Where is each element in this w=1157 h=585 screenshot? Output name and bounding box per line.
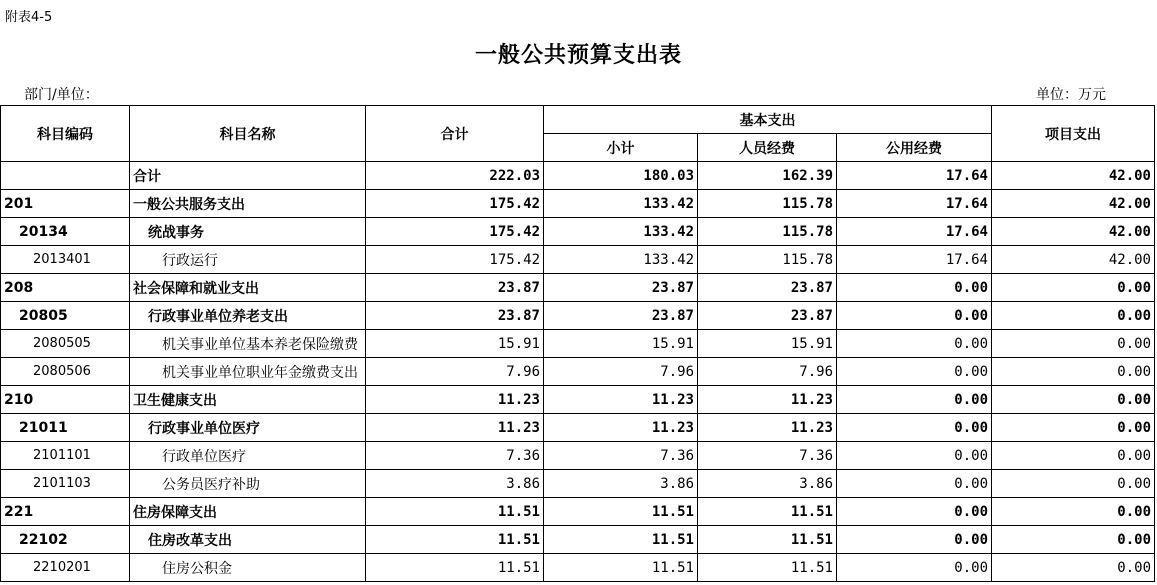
cell-name: 机关事业单位基本养老保险缴费 — [130, 330, 366, 358]
table-row — [1, 330, 1155, 358]
cell-name: 住房保障支出 — [130, 498, 366, 526]
cell-public: 0.00 — [837, 386, 992, 414]
cell-code: 210 — [1, 386, 130, 414]
cell-code: 2101101 — [1, 442, 130, 470]
cell-personnel: 23.87 — [698, 302, 837, 330]
header-code: 科目编码 — [1, 106, 130, 162]
cell-total: 11.51 — [366, 554, 544, 582]
cell-project: 0.00 — [992, 302, 1155, 330]
header-name: 科目名称 — [130, 106, 366, 162]
cell-name: 机关事业单位职业年金缴费支出 — [130, 358, 366, 386]
cell-code: 2210201 — [1, 554, 130, 582]
cell-personnel: 7.36 — [698, 442, 837, 470]
cell-total: 23.87 — [366, 302, 544, 330]
cell-subtotal: 11.51 — [544, 498, 698, 526]
cell-personnel: 115.78 — [698, 218, 837, 246]
table-row — [1, 358, 1155, 386]
cell-project: 0.00 — [992, 386, 1155, 414]
page-title: 一般公共预算支出表 — [474, 43, 682, 68]
appendix-label: 附表4-5 — [5, 10, 53, 25]
cell-subtotal: 7.96 — [544, 358, 698, 386]
cell-code: 20134 — [1, 218, 130, 246]
cell-subtotal: 11.23 — [544, 386, 698, 414]
cell-total: 11.51 — [366, 498, 544, 526]
cell-total: 15.91 — [366, 330, 544, 358]
cell-public: 0.00 — [837, 414, 992, 442]
cell-project: 0.00 — [992, 470, 1155, 498]
cell-total: 11.23 — [366, 414, 544, 442]
cell-subtotal: 180.03 — [544, 162, 698, 190]
cell-total: 175.42 — [366, 218, 544, 246]
cell-project: 42.00 — [992, 246, 1155, 274]
cell-project: 42.00 — [992, 162, 1155, 190]
cell-project: 42.00 — [992, 218, 1155, 246]
cell-subtotal: 11.51 — [544, 526, 698, 554]
table-row — [1, 246, 1155, 274]
cell-public: 17.64 — [837, 218, 992, 246]
table-row — [1, 274, 1155, 302]
cell-public: 0.00 — [837, 498, 992, 526]
table-row — [1, 218, 1155, 246]
cell-subtotal: 133.42 — [544, 218, 698, 246]
cell-code: 221 — [1, 498, 130, 526]
header-project-expenditure: 项目支出 — [992, 106, 1155, 162]
cell-personnel: 115.78 — [698, 190, 837, 218]
cell-public: 17.64 — [837, 162, 992, 190]
cell-project: 0.00 — [992, 330, 1155, 358]
cell-project: 0.00 — [992, 498, 1155, 526]
table-row — [1, 554, 1155, 582]
cell-personnel: 162.39 — [698, 162, 837, 190]
cell-name: 行政运行 — [130, 246, 366, 274]
cell-total: 3.86 — [366, 470, 544, 498]
cell-code: 2080505 — [1, 330, 130, 358]
cell-public: 0.00 — [837, 274, 992, 302]
cell-personnel: 23.87 — [698, 274, 837, 302]
cell-public: 0.00 — [837, 554, 992, 582]
cell-personnel: 7.96 — [698, 358, 837, 386]
unit-label: 单位：万元 — [1036, 87, 1106, 103]
header-total: 合计 — [366, 106, 544, 162]
cell-public: 17.64 — [837, 246, 992, 274]
cell-subtotal: 23.87 — [544, 302, 698, 330]
cell-subtotal: 133.42 — [544, 190, 698, 218]
cell-name: 统战事务 — [130, 218, 366, 246]
cell-total: 222.03 — [366, 162, 544, 190]
cell-project: 0.00 — [992, 274, 1155, 302]
cell-total: 7.36 — [366, 442, 544, 470]
cell-personnel: 11.23 — [698, 414, 837, 442]
cell-code: 21011 — [1, 414, 130, 442]
cell-code: 22102 — [1, 526, 130, 554]
header-basic-expenditure: 基本支出 — [544, 106, 992, 134]
table-row — [1, 498, 1155, 526]
cell-project: 0.00 — [992, 554, 1155, 582]
table-row — [1, 386, 1155, 414]
cell-personnel: 15.91 — [698, 330, 837, 358]
cell-project: 0.00 — [992, 414, 1155, 442]
cell-name: 社会保障和就业支出 — [130, 274, 366, 302]
cell-total: 11.23 — [366, 386, 544, 414]
header-subtotal: 小计 — [544, 134, 698, 162]
cell-subtotal: 23.87 — [544, 274, 698, 302]
cell-name: 住房改革支出 — [130, 526, 366, 554]
cell-code: 2013401 — [1, 246, 130, 274]
cell-project: 0.00 — [992, 526, 1155, 554]
cell-code: 2101103 — [1, 470, 130, 498]
cell-name: 住房公积金 — [130, 554, 366, 582]
cell-public: 0.00 — [837, 302, 992, 330]
cell-public: 0.00 — [837, 470, 992, 498]
table-row — [1, 526, 1155, 554]
cell-public: 17.64 — [837, 190, 992, 218]
cell-personnel: 11.51 — [698, 526, 837, 554]
cell-total: 23.87 — [366, 274, 544, 302]
cell-total: 175.42 — [366, 190, 544, 218]
cell-subtotal: 11.51 — [544, 554, 698, 582]
cell-name: 行政单位医疗 — [130, 442, 366, 470]
cell-public: 0.00 — [837, 442, 992, 470]
table-row — [1, 162, 1155, 190]
cell-personnel: 11.51 — [698, 498, 837, 526]
table-row — [1, 470, 1155, 498]
cell-subtotal: 7.36 — [544, 442, 698, 470]
cell-subtotal: 3.86 — [544, 470, 698, 498]
cell-code: 201 — [1, 190, 130, 218]
table-row — [1, 414, 1155, 442]
cell-code: 208 — [1, 274, 130, 302]
cell-personnel: 115.78 — [698, 246, 837, 274]
header-public: 公用经费 — [837, 134, 992, 162]
cell-subtotal: 133.42 — [544, 246, 698, 274]
cell-name: 行政事业单位医疗 — [130, 414, 366, 442]
cell-name: 合计 — [130, 162, 366, 190]
cell-code: 20805 — [1, 302, 130, 330]
cell-name: 一般公共服务支出 — [130, 190, 366, 218]
cell-code: 2080506 — [1, 358, 130, 386]
cell-name: 卫生健康支出 — [130, 386, 366, 414]
department-label: 部门/单位： — [24, 87, 99, 103]
budget-table — [0, 105, 1155, 582]
cell-public: 0.00 — [837, 526, 992, 554]
cell-personnel: 11.51 — [698, 554, 837, 582]
cell-name: 公务员医疗补助 — [130, 470, 366, 498]
cell-project: 0.00 — [992, 442, 1155, 470]
table-row — [1, 442, 1155, 470]
cell-total: 7.96 — [366, 358, 544, 386]
cell-project: 0.00 — [992, 358, 1155, 386]
cell-public: 0.00 — [837, 358, 992, 386]
cell-name: 行政事业单位养老支出 — [130, 302, 366, 330]
cell-personnel: 11.23 — [698, 386, 837, 414]
cell-code — [1, 162, 130, 190]
cell-total: 11.51 — [366, 526, 544, 554]
cell-subtotal: 15.91 — [544, 330, 698, 358]
cell-project: 42.00 — [992, 190, 1155, 218]
cell-subtotal: 11.23 — [544, 414, 698, 442]
table-row — [1, 302, 1155, 330]
table-row — [1, 190, 1155, 218]
cell-public: 0.00 — [837, 330, 992, 358]
cell-personnel: 3.86 — [698, 470, 837, 498]
header-personnel: 人员经费 — [698, 134, 837, 162]
cell-total: 175.42 — [366, 246, 544, 274]
